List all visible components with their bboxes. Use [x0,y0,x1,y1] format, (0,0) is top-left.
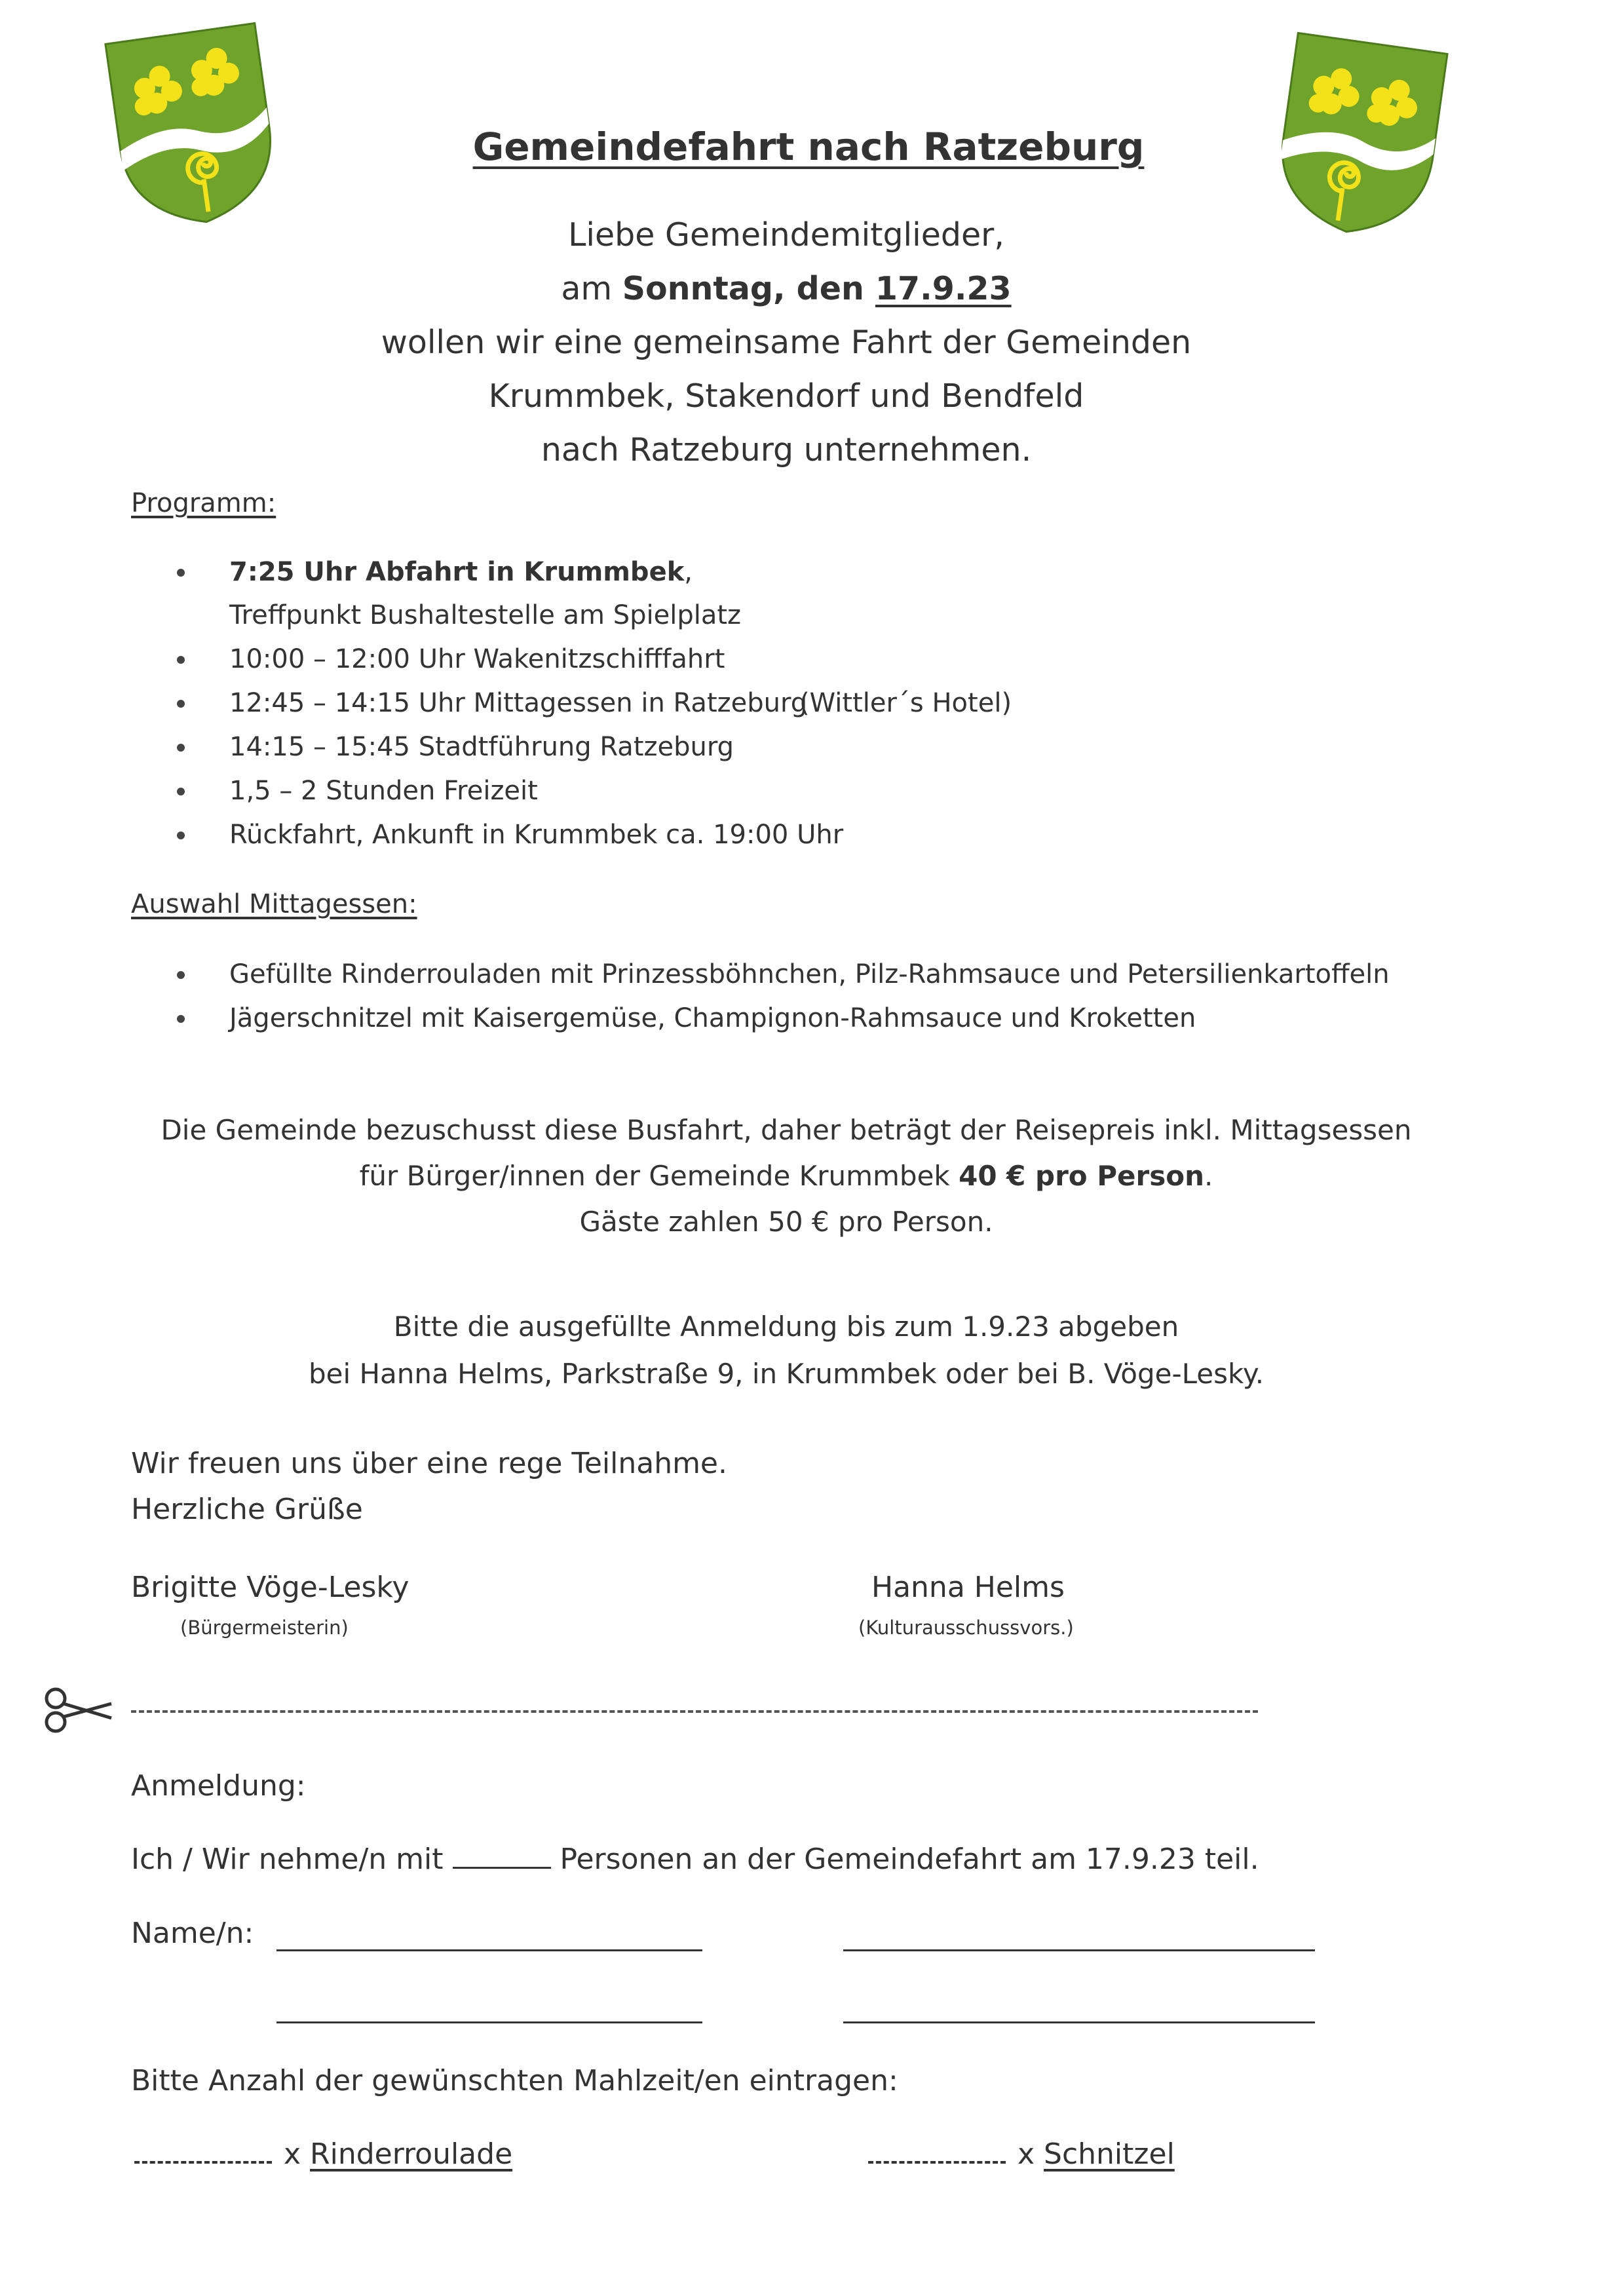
name-field-1[interactable] [276,1949,702,1951]
meal-schnitzel: x Schnitzel [868,2137,1175,2171]
lunch-label: Auswahl Mittagessen: [131,889,417,919]
name-field-2[interactable] [843,1949,1315,1951]
bullet-icon [177,788,185,795]
meal-rinderroulade: x Rinderroulade [134,2137,512,2171]
bullet-icon [177,569,185,577]
price-line-1: Die Gemeinde bezuschusst diese Busfahrt, daher beträgt der Reisepreis inkl. Mittagsessen [161,1114,1412,1146]
bullet-icon [177,744,185,752]
closing-line-1: Wir freuen uns über eine rege Teilnahme. [131,1447,727,1480]
program-label: Programm: [131,488,276,518]
intro-line-4: Krummbek, Stakendorf und Bendfeld [488,377,1084,415]
signature-role-mayor: (Bürgermeisterin) [180,1617,349,1639]
intro-greeting: Liebe Gemeindemitglieder, [568,216,1004,254]
bullet-icon [177,1015,185,1023]
intro-line-3: wollen wir eine gemeinsame Fahrt der Gemeinden [381,324,1192,361]
bullet-icon [177,700,185,708]
name-field-4[interactable] [843,2021,1315,2023]
page-title: Gemeindefahrt nach Ratzeburg [472,124,1145,169]
meal-count-field-schnitzel[interactable] [868,2161,1006,2164]
price-line-2: für Bürger/innen der Gemeinde Krummbek 40 € pro Person. [359,1160,1213,1192]
persons-count-field[interactable] [453,1867,551,1869]
deadline-line-2: bei Hanna Helms, Parkstraße 9, in Krummbek oder bei B. Vöge-Lesky. [308,1358,1265,1390]
price-line-3: Gäste zahlen 50 € pro Person. [579,1206,993,1238]
closing-line-2: Herzliche Grüße [131,1493,363,1526]
meal-prompt: Bitte Anzahl der gewünschten Mahlzeit/en eintragen: [131,2064,898,2097]
bullet-icon [177,832,185,839]
persons-line: Ich / Wir nehme/n mit Personen an der Gemeindefahrt am 17.9.23 teil. [131,1843,1259,1876]
signature-name-mayor: Brigitte Vöge-Lesky [131,1571,409,1604]
signature-role-culture: (Kulturausschussvors.) [858,1617,1074,1639]
intro-line-5: nach Ratzeburg unternehmen. [541,431,1032,469]
deadline-line-1: Bitte die ausgefüllte Anmeldung bis zum 1.9.23 abgeben [393,1311,1179,1343]
list-item-note: (Wittler´s Hotel) [799,688,1012,718]
bullet-icon [177,971,185,979]
name-field-3[interactable] [276,2021,702,2023]
signature-name-culture: Hanna Helms [871,1571,1065,1604]
name-label: Name/n: [131,1917,254,1950]
meal-count-field-rinderroulade[interactable] [134,2161,272,2164]
bullet-icon [177,656,185,664]
cut-line [131,1710,1258,1713]
intro-date: am Sonntag, den 17.9.23 [561,270,1012,307]
scissors-icon [43,1684,115,1736]
form-heading: Anmeldung: [131,1769,306,1803]
